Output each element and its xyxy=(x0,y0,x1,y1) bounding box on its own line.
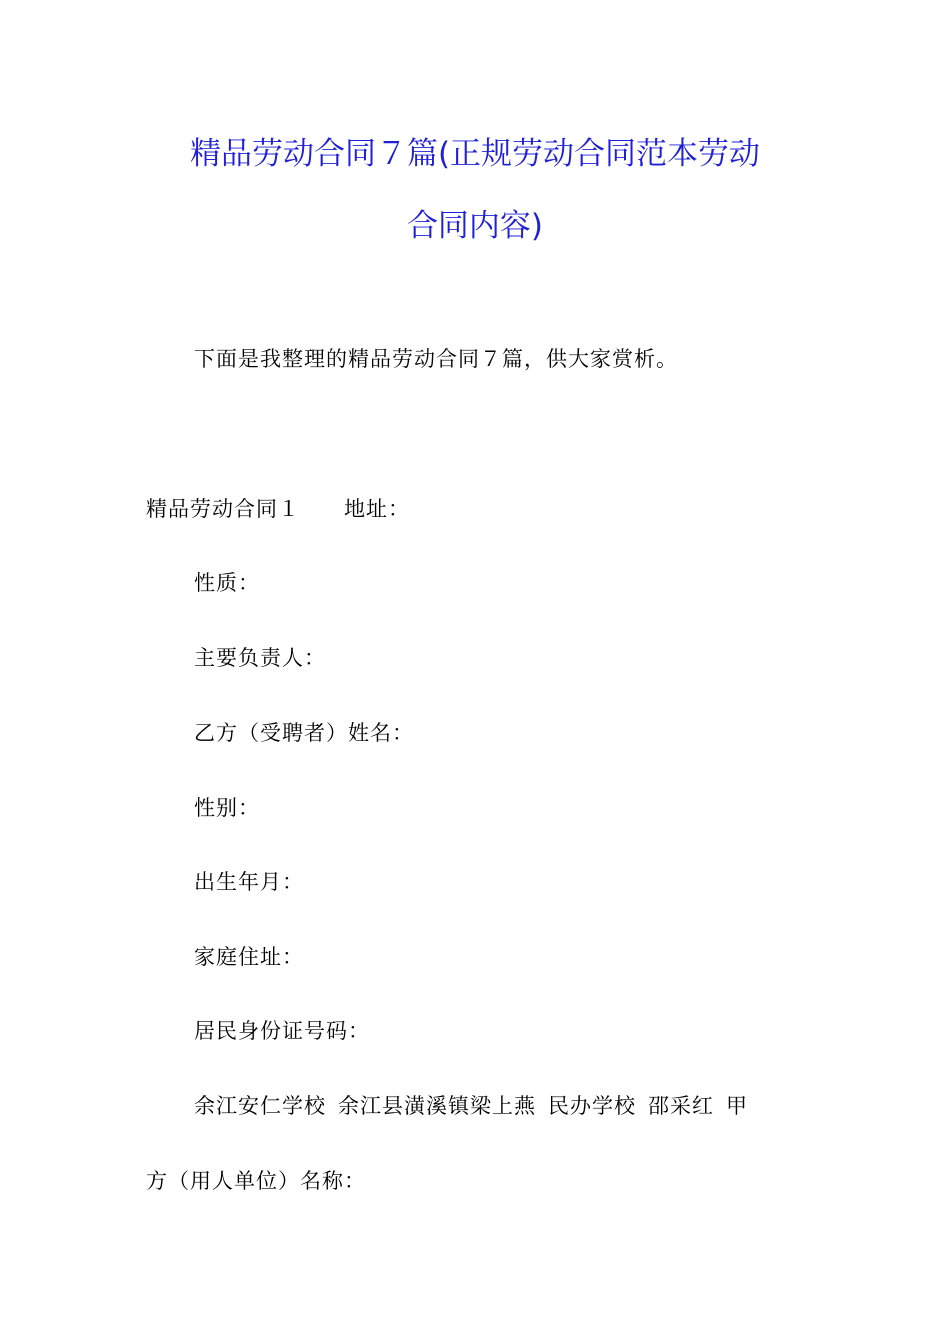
address-label: 地址： xyxy=(344,497,410,521)
contract-1-heading-row xyxy=(146,499,410,520)
document-title-line-2: 合同内容) xyxy=(406,208,544,244)
school-info-line xyxy=(194,1096,748,1117)
school-type: 民办学校 xyxy=(548,1094,636,1118)
id-number-label: 居民身份证号码： xyxy=(194,1019,370,1043)
document-title-line-1: 精品劳动合同７篇(正规劳动合同范本劳动 xyxy=(189,136,761,172)
party-a-start: 甲 xyxy=(726,1094,748,1118)
intro-paragraph: 下面是我整理的精品劳动合同７篇，供大家赏析。 xyxy=(194,347,678,371)
birth-label: 出生年月： xyxy=(194,870,304,894)
principal-label: 主要负责人： xyxy=(194,646,326,670)
party-a-name-label: 方（用人单位）名称： xyxy=(146,1169,366,1193)
contract-1-heading: 精品劳动合同１ xyxy=(146,497,300,521)
gender-label: 性别： xyxy=(194,796,260,820)
person-name: 邵采红 xyxy=(648,1094,714,1118)
school-name: 余江安仁学校 xyxy=(194,1094,326,1118)
party-b-name-label: 乙方（受聘者）姓名： xyxy=(194,721,414,745)
school-location: 余江县潢溪镇梁上燕 xyxy=(338,1094,536,1118)
nature-label: 性质： xyxy=(194,571,260,595)
home-address-label: 家庭住址： xyxy=(194,945,304,969)
